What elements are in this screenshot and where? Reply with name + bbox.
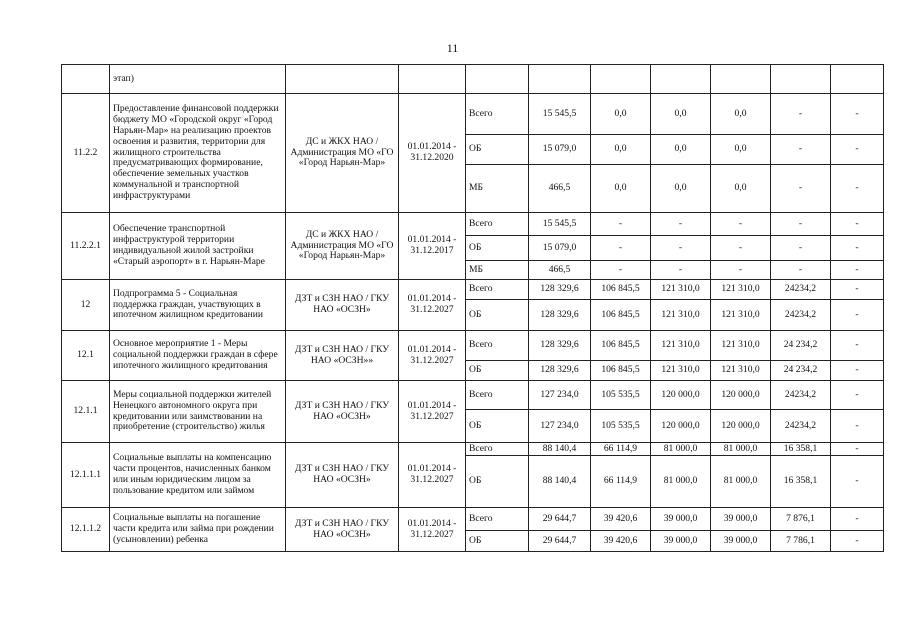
value-cell: - (771, 94, 831, 135)
funding-source: ОБ (466, 456, 529, 508)
cell (711, 65, 771, 94)
funding-source: Всего (466, 443, 529, 456)
value-cell: 106 845,5 (591, 300, 651, 331)
item-code: 12.1.1.2 (62, 508, 110, 552)
value-cell-last: - (831, 361, 884, 381)
value-cell: 128 329,6 (529, 361, 591, 381)
item-name: Социальные выплаты на компенсацию части процентов, начисленных банком или иным юридическим лицом за пользование кредитом или займом (110, 443, 286, 508)
value-cell: 24234,2 (771, 280, 831, 300)
value-cell: 16 358,1 (771, 456, 831, 508)
value-cell: - (771, 261, 831, 280)
value-cell: 24 234,2 (771, 361, 831, 381)
item-executor: ДЗТ и СЗН НАО / ГКУ НАО «ОСЗН» (286, 443, 399, 508)
cell (651, 65, 711, 94)
table-row (62, 280, 884, 300)
table-row (62, 94, 884, 135)
cell (591, 65, 651, 94)
funding-source: Всего (466, 213, 529, 236)
funding-source: МБ (466, 261, 529, 280)
value-cell: 466,5 (529, 165, 591, 213)
table-row (62, 508, 884, 531)
value-cell: 105 535,5 (591, 410, 651, 443)
value-cell: 0,0 (651, 94, 711, 135)
table-row (62, 443, 884, 456)
value-cell-last: - (831, 213, 884, 236)
item-period: 01.01.2014 - 31.12.2027 (399, 508, 466, 552)
value-cell: 121 310,0 (651, 300, 711, 331)
cell (466, 65, 529, 94)
item-name: Меры социальной поддержки жителей Ненецкого автономного округа при кредитовании или заимствовании на приобретение (строительство) жилья (110, 381, 286, 443)
value-cell: - (651, 213, 711, 236)
table-row (62, 381, 884, 410)
value-cell-last: - (831, 443, 884, 456)
value-cell: - (711, 261, 771, 280)
item-period: 01.01.2014 - 31.12.2027 (399, 381, 466, 443)
value-cell: 7 876,1 (771, 508, 831, 531)
value-cell: 24234,2 (771, 300, 831, 331)
value-cell: 15 545,5 (529, 94, 591, 135)
value-cell: - (591, 261, 651, 280)
item-code: 12.1.1.1 (62, 443, 110, 508)
value-cell: 120 000,0 (711, 410, 771, 443)
item-code: 11.2.2 (62, 94, 110, 213)
value-cell-last: - (831, 331, 884, 361)
value-cell-last: - (831, 94, 884, 135)
item-code: 12.1.1 (62, 381, 110, 443)
value-cell-last: - (831, 261, 884, 280)
continued-text: этап) (110, 65, 286, 94)
value-cell: 39 000,0 (651, 508, 711, 531)
funding-source: ОБ (466, 410, 529, 443)
value-cell-last: - (831, 300, 884, 331)
value-cell: 81 000,0 (651, 456, 711, 508)
table-row (62, 213, 884, 236)
item-name: Основное мероприятие 1 - Меры социальной поддержки граждан в сфере ипотечного жилищного кредитования (110, 331, 286, 381)
value-cell: 121 310,0 (651, 280, 711, 300)
value-cell: 66 114,9 (591, 456, 651, 508)
item-executor: ДЗТ и СЗН НАО / ГКУ НАО «ОСЗН» (286, 280, 399, 331)
value-cell: - (591, 236, 651, 261)
value-cell: - (771, 213, 831, 236)
value-cell: 81 000,0 (651, 443, 711, 456)
continued-row (62, 65, 884, 94)
funding-source: ОБ (466, 531, 529, 552)
value-cell: 120 000,0 (651, 381, 711, 410)
value-cell: 39 000,0 (651, 531, 711, 552)
funding-source: Всего (466, 280, 529, 300)
item-code: 12 (62, 280, 110, 331)
value-cell: 466,5 (529, 261, 591, 280)
value-cell: - (651, 261, 711, 280)
value-cell: 39 000,0 (711, 508, 771, 531)
value-cell: 39 420,6 (591, 508, 651, 531)
item-executor: ДЗТ и СЗН НАО / ГКУ НАО «ОСЗН» (286, 381, 399, 443)
program-table (61, 64, 884, 552)
item-period: 01.01.2014 - 31.12.2017 (399, 213, 466, 280)
table-row (62, 331, 884, 361)
item-code: 12.1 (62, 331, 110, 381)
value-cell: - (771, 165, 831, 213)
value-cell: 81 000,0 (711, 456, 771, 508)
value-cell: 106 845,5 (591, 331, 651, 361)
value-cell: 106 845,5 (591, 361, 651, 381)
value-cell: 66 114,9 (591, 443, 651, 456)
value-cell: 121 310,0 (711, 300, 771, 331)
value-cell: 15 545,5 (529, 213, 591, 236)
value-cell: 88 140,4 (529, 443, 591, 456)
cell (529, 65, 591, 94)
value-cell: 39 420,6 (591, 531, 651, 552)
value-cell: 128 329,6 (529, 300, 591, 331)
value-cell: 128 329,6 (529, 280, 591, 300)
value-cell: 81 000,0 (711, 443, 771, 456)
value-cell: 29 644,7 (529, 508, 591, 531)
value-cell: 15 079,0 (529, 135, 591, 165)
value-cell: 128 329,6 (529, 331, 591, 361)
value-cell: 0,0 (711, 135, 771, 165)
item-code: 11.2.2.1 (62, 213, 110, 280)
page-number: 11 (446, 41, 459, 55)
funding-source: МБ (466, 165, 529, 213)
item-executor: ДС и ЖКХ НАО / Администрация МО «ГО «Город Нарьян-Мар» (286, 94, 399, 213)
value-cell-last: - (831, 531, 884, 552)
value-cell: 0,0 (591, 165, 651, 213)
value-cell: 0,0 (711, 94, 771, 135)
value-cell: 105 535,5 (591, 381, 651, 410)
cell (62, 65, 110, 94)
value-cell: - (771, 236, 831, 261)
cell (771, 65, 831, 94)
value-cell: 121 310,0 (711, 280, 771, 300)
value-cell: - (651, 236, 711, 261)
value-cell: 106 845,5 (591, 280, 651, 300)
value-cell-last: - (831, 165, 884, 213)
value-cell: 0,0 (711, 165, 771, 213)
cell (399, 65, 466, 94)
cell (286, 65, 399, 94)
value-cell-last: - (831, 508, 884, 531)
value-cell: 121 310,0 (651, 361, 711, 381)
value-cell: 127 234,0 (529, 381, 591, 410)
value-cell: 0,0 (591, 94, 651, 135)
value-cell: 24234,2 (771, 410, 831, 443)
value-cell: 24234,2 (771, 381, 831, 410)
value-cell: 120 000,0 (711, 381, 771, 410)
item-period: 01.01.2014 - 31.12.2027 (399, 280, 466, 331)
value-cell-last: - (831, 410, 884, 443)
funding-source: Всего (466, 508, 529, 531)
value-cell: - (711, 236, 771, 261)
funding-source: Всего (466, 381, 529, 410)
cell (831, 65, 884, 94)
funding-source: Всего (466, 331, 529, 361)
value-cell: 15 079,0 (529, 236, 591, 261)
value-cell-last: - (831, 280, 884, 300)
value-cell: 121 310,0 (711, 331, 771, 361)
item-period: 01.01.2014 - 31.12.2027 (399, 331, 466, 381)
value-cell: 120 000,0 (651, 410, 711, 443)
value-cell-last: - (831, 236, 884, 261)
funding-source: Всего (466, 94, 529, 135)
item-executor: ДЗТ и СЗН НАО / ГКУ НАО «ОСЗН» (286, 508, 399, 552)
funding-source: ОБ (466, 300, 529, 331)
value-cell: 39 000,0 (711, 531, 771, 552)
value-cell: 0,0 (651, 135, 711, 165)
item-period: 01.01.2014 - 31.12.2020 (399, 94, 466, 213)
funding-source: ОБ (466, 236, 529, 261)
item-name: Обеспечение транспортной инфраструктурой территории индивидуальной жилой застройки «Старый аэропорт» в г. Нарьян-Маре (110, 213, 286, 280)
item-executor: ДС и ЖКХ НАО / Администрация МО «ГО «Город Нарьян-Мар» (286, 213, 399, 280)
value-cell: 29 644,7 (529, 531, 591, 552)
value-cell: 127 234,0 (529, 410, 591, 443)
value-cell: - (711, 213, 771, 236)
value-cell: - (591, 213, 651, 236)
value-cell: 7 786,1 (771, 531, 831, 552)
value-cell-last: - (831, 135, 884, 165)
value-cell: - (771, 135, 831, 165)
value-cell: 16 358,1 (771, 443, 831, 456)
value-cell: 0,0 (591, 135, 651, 165)
funding-source: ОБ (466, 361, 529, 381)
value-cell: 121 310,0 (651, 331, 711, 361)
value-cell-last: - (831, 381, 884, 410)
item-executor: ДЗТ и СЗН НАО / ГКУ НАО «ОСЗН»» (286, 331, 399, 381)
value-cell: 0,0 (651, 165, 711, 213)
item-name: Социальные выплаты на погашение части кредита или займа при рождении (усыновлении) ребенка (110, 508, 286, 552)
funding-source: ОБ (466, 135, 529, 165)
item-name: Подпрограмма 5 - Социальная поддержка граждан, участвующих в ипотечном жилищном кредитовании (110, 280, 286, 331)
value-cell-last: - (831, 456, 884, 508)
item-period: 01.01.2014 - 31.12.2027 (399, 443, 466, 508)
value-cell: 121 310,0 (711, 361, 771, 381)
item-name: Предоставление финансовой поддержки бюджету МО «Городской округ «Город Нарьян-Мар» на реализацию проектов освоения и развития, территории для жилищного строительства предусматривающих формирование, обеспечение земельных участков коммунальной и транспортной инфраструктурами (110, 94, 286, 213)
value-cell: 24 234,2 (771, 331, 831, 361)
value-cell: 88 140,4 (529, 456, 591, 508)
